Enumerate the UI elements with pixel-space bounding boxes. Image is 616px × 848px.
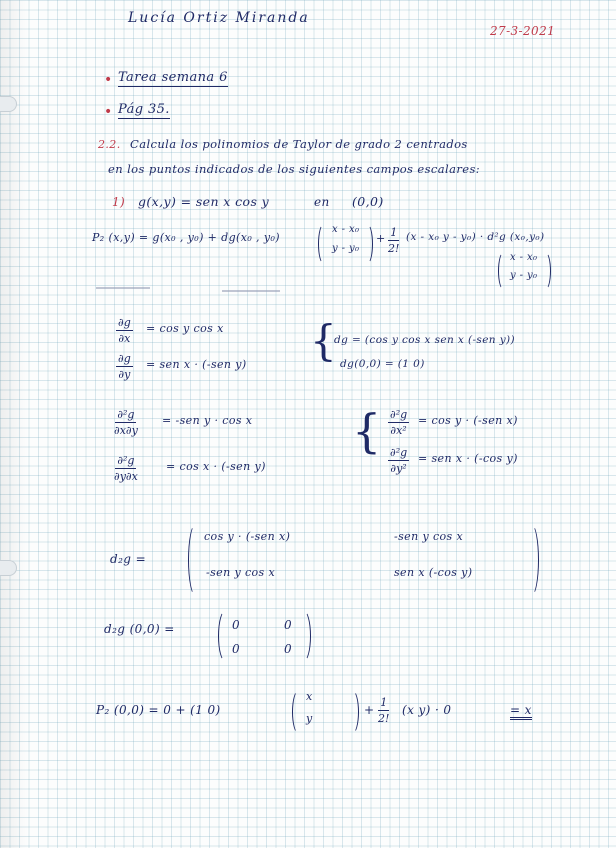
author-name: Lucía Ortiz Miranda bbox=[128, 10, 310, 26]
mixed-partial-yx-value: = cos x · (-sen y) bbox=[166, 460, 266, 473]
hessian-origin-a22: 0 bbox=[284, 642, 293, 656]
fraction-numerator: ∂²g bbox=[117, 454, 135, 467]
date: 27-3-2021 bbox=[490, 24, 556, 38]
function-definition: g(x,y) = sen x cos y bbox=[138, 194, 270, 209]
result-vector-bottom: y bbox=[306, 712, 313, 725]
result-vector-top: x bbox=[306, 690, 313, 703]
right-paren bbox=[346, 690, 359, 734]
bullet-icon: • bbox=[104, 72, 113, 88]
matrix-right-paren bbox=[524, 524, 539, 596]
partial-yy-value: = sen x · (-cos y) bbox=[418, 452, 518, 465]
margin-shadow bbox=[0, 0, 28, 848]
fraction-denominator: ∂y∂x bbox=[114, 470, 138, 483]
brace-right: { bbox=[352, 404, 382, 458]
left-paren bbox=[318, 224, 329, 264]
gradient-line: dg = (cos y cos x sen x (-sen y)) bbox=[334, 334, 516, 346]
fraction-denominator: ∂x bbox=[118, 332, 131, 345]
result-lhs: P₂ (0,0) = 0 + (1 0) bbox=[96, 703, 221, 717]
gradient-at-origin: dg(0,0) = (1 0) bbox=[340, 358, 425, 370]
fraction-numerator: ∂g bbox=[118, 352, 131, 365]
fraction-numerator: ∂²g bbox=[390, 446, 408, 459]
partial-xx-value: = cos y · (-sen x) bbox=[418, 414, 518, 427]
left-paren bbox=[498, 252, 509, 290]
matrix-left-paren bbox=[218, 610, 233, 662]
mixed-partial-yx-fraction bbox=[114, 454, 138, 483]
erased-mark bbox=[96, 287, 150, 289]
left-paren bbox=[292, 690, 305, 734]
partial-x-fraction bbox=[116, 316, 133, 345]
mixed-partial-xy-fraction bbox=[114, 408, 138, 437]
hessian-origin-a11: 0 bbox=[232, 618, 241, 632]
point-word: en bbox=[314, 195, 330, 209]
exercise-number: 2.2. bbox=[98, 138, 121, 151]
hessian-a21: -sen y cos x bbox=[206, 566, 276, 579]
fraction-numerator: 1 bbox=[380, 696, 388, 709]
matrix-right-paren bbox=[296, 610, 311, 662]
bullet-icon: • bbox=[104, 104, 113, 120]
half-fraction bbox=[388, 226, 399, 255]
vector-top: x - x₀ bbox=[332, 224, 360, 235]
bullet-page: Pág 35. bbox=[118, 102, 170, 117]
fraction-denominator: ∂x² bbox=[390, 424, 407, 437]
statement-line-2: en los puntos indicados de los siguientes campos escalares: bbox=[108, 162, 481, 176]
partial-y-fraction bbox=[116, 352, 133, 381]
right-paren bbox=[362, 224, 373, 264]
fraction-denominator: 2! bbox=[378, 712, 390, 725]
hessian-a11: cos y · (-sen x) bbox=[204, 530, 291, 543]
column-vector-bottom: y - y₀ bbox=[510, 270, 538, 281]
hessian-origin-a12: 0 bbox=[284, 618, 293, 632]
item-number: 1) bbox=[112, 195, 126, 209]
hessian-origin-label: d₂g (0,0) = bbox=[104, 622, 175, 636]
partial-xx-fraction bbox=[388, 408, 409, 437]
hessian-origin-a21: 0 bbox=[232, 642, 241, 656]
partial-x-value: = cos y cos x bbox=[146, 322, 224, 335]
hessian-a12: -sen y cos x bbox=[394, 530, 464, 543]
result-tail: (x y) · 0 bbox=[402, 703, 452, 717]
erased-mark bbox=[222, 290, 280, 292]
row-vector-hessian: (x - x₀ y - y₀) · d²g (x₀,y₀) bbox=[406, 231, 545, 243]
hessian-a22: sen x (-cos y) bbox=[394, 566, 473, 579]
binder-hole bbox=[0, 560, 17, 576]
mixed-partial-xy-value: = -sen y · cos x bbox=[162, 414, 253, 427]
fraction-denominator: ∂x∂y bbox=[114, 424, 138, 437]
matrix-left-paren bbox=[188, 524, 203, 596]
hessian-label: d₂g = bbox=[110, 552, 147, 566]
result-answer: = x bbox=[510, 703, 532, 720]
brace-left: { bbox=[310, 316, 337, 365]
fraction-numerator: ∂g bbox=[118, 316, 131, 329]
vector-bottom: y - y₀ bbox=[332, 243, 360, 254]
right-paren bbox=[540, 252, 551, 290]
fraction-numerator: ∂²g bbox=[117, 408, 135, 421]
partial-y-value: = sen x · (-sen y) bbox=[146, 358, 247, 371]
bullet-task: Tarea semana 6 bbox=[118, 70, 228, 85]
fraction-numerator: ∂²g bbox=[390, 408, 408, 421]
plus-sign: + bbox=[376, 232, 386, 245]
column-vector-top: x - x₀ bbox=[510, 252, 538, 263]
center-point: (0,0) bbox=[352, 194, 384, 209]
result-plus: + bbox=[364, 703, 375, 717]
fraction-denominator: ∂y² bbox=[390, 462, 407, 475]
fraction-denominator: ∂y bbox=[118, 368, 131, 381]
binder-hole bbox=[0, 96, 17, 112]
statement-line-1: Calcula los polinomios de Taylor de grado 2 centrados bbox=[130, 137, 468, 151]
fraction-denominator: 2! bbox=[388, 242, 400, 255]
fraction-numerator: 1 bbox=[390, 226, 398, 239]
partial-yy-fraction bbox=[388, 446, 409, 475]
result-half-fraction bbox=[378, 696, 389, 725]
taylor-formula-lhs: P₂ (x,y) = g(x₀ , y₀) + dg(x₀ , y₀) bbox=[92, 231, 280, 244]
